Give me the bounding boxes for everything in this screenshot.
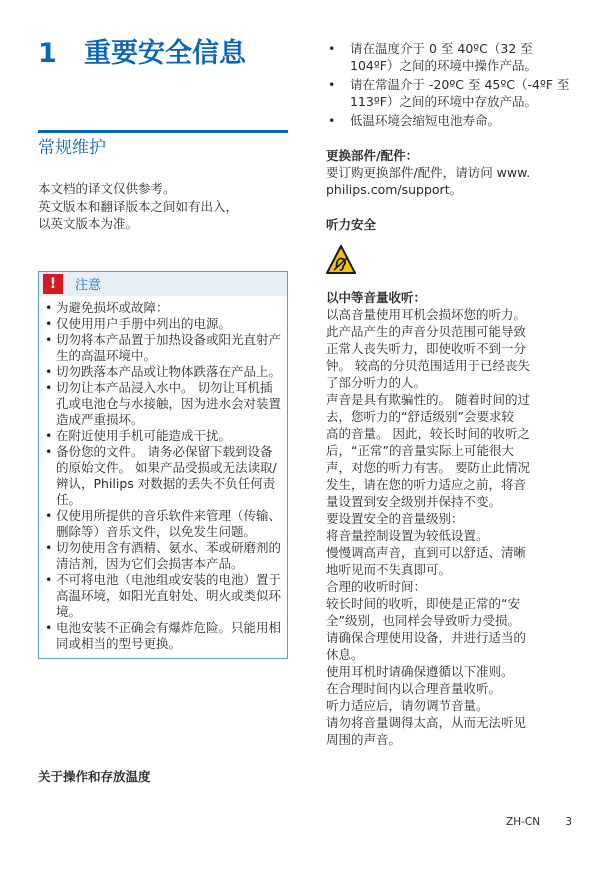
hearing-line: 声音是具有欺骗性的。 随着时间的过 xyxy=(326,392,530,407)
chapter-title xyxy=(38,36,288,72)
caution-item: • 切勿将本产品置于加热设备或阳光直射产生的高温环境中。 xyxy=(45,332,281,364)
hearing-line: 请勿将音量调得太高，从而无法听见 xyxy=(326,715,527,730)
hearing-line: 以高音量使用耳机会损坏您的听力。 xyxy=(326,307,527,322)
hearing-line: 较长时间的收听，即使是正常的“安 xyxy=(326,596,520,611)
hearing-section xyxy=(326,216,576,279)
hearing-line: 发生，请在您的听力适应之前，将音 xyxy=(326,477,527,492)
hearing-warning-icon xyxy=(326,245,356,275)
caution-item: • 切勿让本产品浸入水中。 切勿让耳机插孔或电池仓与水接触，因为进水会对装置造成严重损坏。 xyxy=(45,380,281,428)
hearing-line: 将音量控制设置为较低设置。 xyxy=(326,528,489,543)
hearing-line: 周围的声音。 xyxy=(326,732,402,747)
temperature-item: • 请在温度介于 0 至 40ºC（32 至 104ºF）之间的环境中操作产品。 xyxy=(326,40,576,74)
chapter-title-text: 重要安全信息 xyxy=(84,38,246,69)
hearing-line: 全”级别，也同样会导致听力受损。 xyxy=(326,613,520,628)
chapter-number: 1 xyxy=(38,38,57,69)
temperature-heading: 关于操作和存放温度 xyxy=(38,769,151,784)
hearing-line: 请确保合理使用设备，并进行适当的 xyxy=(326,630,527,645)
hearing-line: 此产品产生的声音分贝范围可能导致 xyxy=(326,324,527,339)
caution-item: • 切勿跌落本产品或让物体跌落在产品上。 xyxy=(45,364,281,380)
caution-item: • 备份您的文件。 请务必保留下载到设备的原始文件。 如果产品受损或无法读取/辨认，Philips 对数据的丢失不负任何责任。 xyxy=(45,444,281,508)
caution-list xyxy=(39,296,287,658)
temperature-item: • 请在常温介于 -20ºC 至 45ºC（-4ºF 至 113ºF）之间的环境中存放产品。 xyxy=(326,76,576,110)
hearing-line: 要设置安全的音量级别： xyxy=(326,511,464,526)
hearing-line: 合理的收听时间： xyxy=(326,579,427,594)
hearing-line: 了部分听力的人。 xyxy=(326,375,427,390)
hearing-line: 休息。 xyxy=(326,647,364,662)
hearing-line: 正常人丧失听力，即使收听不到一分 xyxy=(326,341,527,356)
translation-notice xyxy=(38,180,288,233)
caution-item: • 切勿使用含有酒精、氨水、苯或研磨剂的清洁剂，因为它们会损害本产品。 xyxy=(45,540,281,572)
caution-header xyxy=(39,272,287,296)
notice-line: 以英文版本为准。 xyxy=(38,216,139,231)
hearing-line: 后，“正常”的音量实际上可能很大 xyxy=(326,443,514,458)
replacement-heading: 更换部件/配件： xyxy=(326,148,419,163)
caution-box xyxy=(38,271,288,659)
hearing-line: 量设置到安全级别并保持不变。 xyxy=(326,494,502,509)
hearing-line: 使用耳机时请确保遵循以下准则。 xyxy=(326,664,514,679)
caution-item: • 电池安装不正确会有爆炸危险。只能用相同或相当的型号更换。 xyxy=(45,620,281,652)
temperature-item: • 低温环境会缩短电池寿命。 xyxy=(326,112,576,129)
footer-language: ZH-CN xyxy=(506,816,541,828)
hearing-line: 地听见而不失真即可。 xyxy=(326,562,452,577)
notice-line: 本文档的译文仅供参考。 xyxy=(38,181,176,196)
replacement-line: 要订购更换部件/配件，请访问 www. xyxy=(326,165,531,180)
replacement-line: philips.com/support。 xyxy=(326,182,463,197)
hearing-line: 高的音量。 因此，较长时间的收听之 xyxy=(326,426,530,441)
caution-item: • 不可将电池（电池组或安装的电池）置于高温环境，如阳光直射处、明火或类似环境。 xyxy=(45,572,281,620)
hearing-line: 去，您听力的“舒适级别”会要求较 xyxy=(326,409,514,424)
left-column xyxy=(38,36,288,659)
temperature-list xyxy=(326,40,576,129)
hearing-heading: 听力安全 xyxy=(326,217,377,232)
hearing-line: 钟。 较高的分贝范围适用于已经丧失 xyxy=(326,358,530,373)
hearing-line: 在合理时间内以合理音量收听。 xyxy=(326,681,502,696)
notice-line: 英文版本和翻译版本之间如有出入， xyxy=(38,198,239,214)
hearing-line: 听力适应后，请勿调节音量。 xyxy=(326,698,489,713)
hearing-line: 声，对您的听力有害。 要防止此情况 xyxy=(326,460,530,475)
caution-item: • 仅使用用户手册中列出的电源。 xyxy=(45,316,281,332)
maintenance-heading: 常规维护 xyxy=(38,130,288,160)
caution-item: • 在附近使用手机可能造成干扰。 xyxy=(45,428,281,444)
hearing-sub-heading: 以中等音量收听： xyxy=(326,290,427,305)
page-footer xyxy=(506,816,572,828)
caution-item: • 为避免损坏或故障： xyxy=(45,300,281,316)
replacement-section xyxy=(326,147,576,198)
caution-title: 注意 xyxy=(75,278,102,293)
exclamation-icon: ! xyxy=(43,274,63,294)
hearing-line: 慢慢调高声音，直到可以舒适、清晰 xyxy=(326,545,527,560)
caution-item: • 仅使用所提供的音乐软件来管理（传输、删除等）音乐文件，以免发生问题。 xyxy=(45,508,281,540)
hearing-text xyxy=(326,289,576,748)
page-number: 3 xyxy=(565,816,573,828)
right-column xyxy=(326,40,576,748)
